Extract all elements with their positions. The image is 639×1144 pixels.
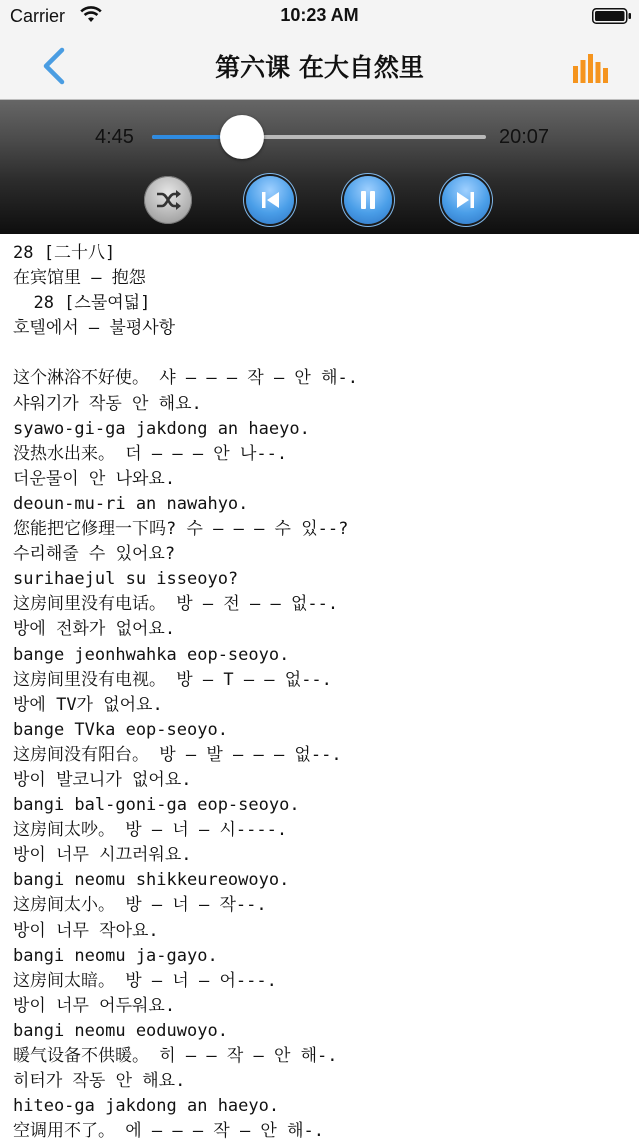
text-line: 방에 TV가 없어요.	[13, 694, 163, 715]
text-line: bangi bal-goni-ga eop-seoyo.	[13, 795, 300, 816]
pause-icon	[344, 176, 392, 224]
text-line: 샤워기가 작동 안 해요.	[13, 393, 202, 414]
progress-thumb[interactable]	[220, 115, 264, 159]
lesson-text	[13, 241, 633, 1144]
nav-bar	[0, 34, 639, 98]
text-line: 방이 너무 작아요.	[13, 920, 159, 941]
text-line: bange jeonhwahka eop-seoyo.	[13, 644, 290, 665]
text-line: 더운물이 안 나와요.	[13, 468, 176, 489]
battery-icon	[592, 8, 632, 24]
text-line: 호텔에서 — 불평사항	[13, 318, 176, 339]
shuffle-button[interactable]	[144, 176, 192, 224]
progress-slider[interactable]	[152, 135, 486, 139]
text-line: 방에 전화가 없어요.	[13, 619, 176, 640]
previous-button[interactable]	[246, 176, 294, 224]
text-line: deoun-mu-ri an nawahyo.	[13, 493, 249, 514]
text-line: 这房间里没有电视。 방 — T — — 없--.	[13, 669, 332, 690]
text-line: 这房间太暗。 방 — 너 — 어---.	[13, 970, 277, 991]
text-line: 방이 너무 어두워요.	[13, 995, 176, 1016]
text-line: 히터가 작동 안 해요.	[13, 1071, 186, 1092]
audio-stats-icon[interactable]	[572, 52, 610, 84]
next-button[interactable]	[442, 176, 490, 224]
text-line: 这房间太小。 방 — 너 — 작--.	[13, 895, 267, 916]
text-line	[13, 341, 633, 366]
top-bar	[0, 0, 639, 100]
shuffle-icon	[144, 176, 192, 224]
text-line: 방이 발코니가 없어요.	[13, 769, 192, 790]
page-title: 第六课 在大自然里	[215, 53, 424, 82]
audio-player	[0, 100, 639, 234]
status-time: 10:23 AM	[280, 5, 359, 25]
text-line: 没热水出来。 더 — — — 안 나--.	[13, 443, 288, 464]
text-line: 您能把它修理一下吗? 수 — — — 수 있--?	[13, 519, 349, 540]
text-line: syawo-gi-ga jakdong an haeyo.	[13, 418, 310, 439]
text-line: 방이 너무 시끄러워요.	[13, 845, 192, 866]
text-line: surihaejul su isseoyo?	[13, 569, 239, 590]
text-line: 在宾馆里 — 抱怨	[13, 268, 146, 289]
text-line: bange TVka eop-seoyo.	[13, 719, 228, 740]
pause-button[interactable]	[344, 176, 392, 224]
text-line: 这房间太吵。 방 — 너 — 시----.	[13, 820, 288, 841]
text-line: 这房间里没有电话。 방 — 전 — — 없--.	[13, 594, 339, 615]
text-line: bangi neomu eoduwoyo.	[13, 1020, 228, 1041]
text-line: 这个淋浴不好使。 샤 — — — 작 — 안 해-.	[13, 368, 358, 389]
text-line: bangi neomu shikkeureowoyo.	[13, 870, 290, 891]
text-line: 28 [스물여덟]	[13, 293, 151, 314]
total-time: 20:07	[499, 126, 550, 148]
current-time: 4:45	[95, 126, 134, 148]
text-line: 수리해줄 수 있어요?	[13, 544, 176, 565]
text-line: 空调用不了。 에 — — — 작 — 안 해-.	[13, 1121, 324, 1142]
carrier-label: Carrier	[10, 6, 66, 26]
text-line: 暖气设备不供暖。 히 — — 작 — 안 해-.	[13, 1046, 338, 1066]
skip-forward-icon	[442, 176, 490, 224]
text-line: 28 [二十八]	[13, 243, 116, 263]
skip-back-icon	[246, 176, 294, 224]
text-line: 这房间没有阳台。 방 — 발 — — — 없--.	[13, 744, 342, 765]
text-line: bangi neomu ja-gayo.	[13, 945, 218, 966]
status-bar	[0, 0, 639, 34]
text-line: hiteo-ga jakdong an haeyo.	[13, 1096, 280, 1117]
